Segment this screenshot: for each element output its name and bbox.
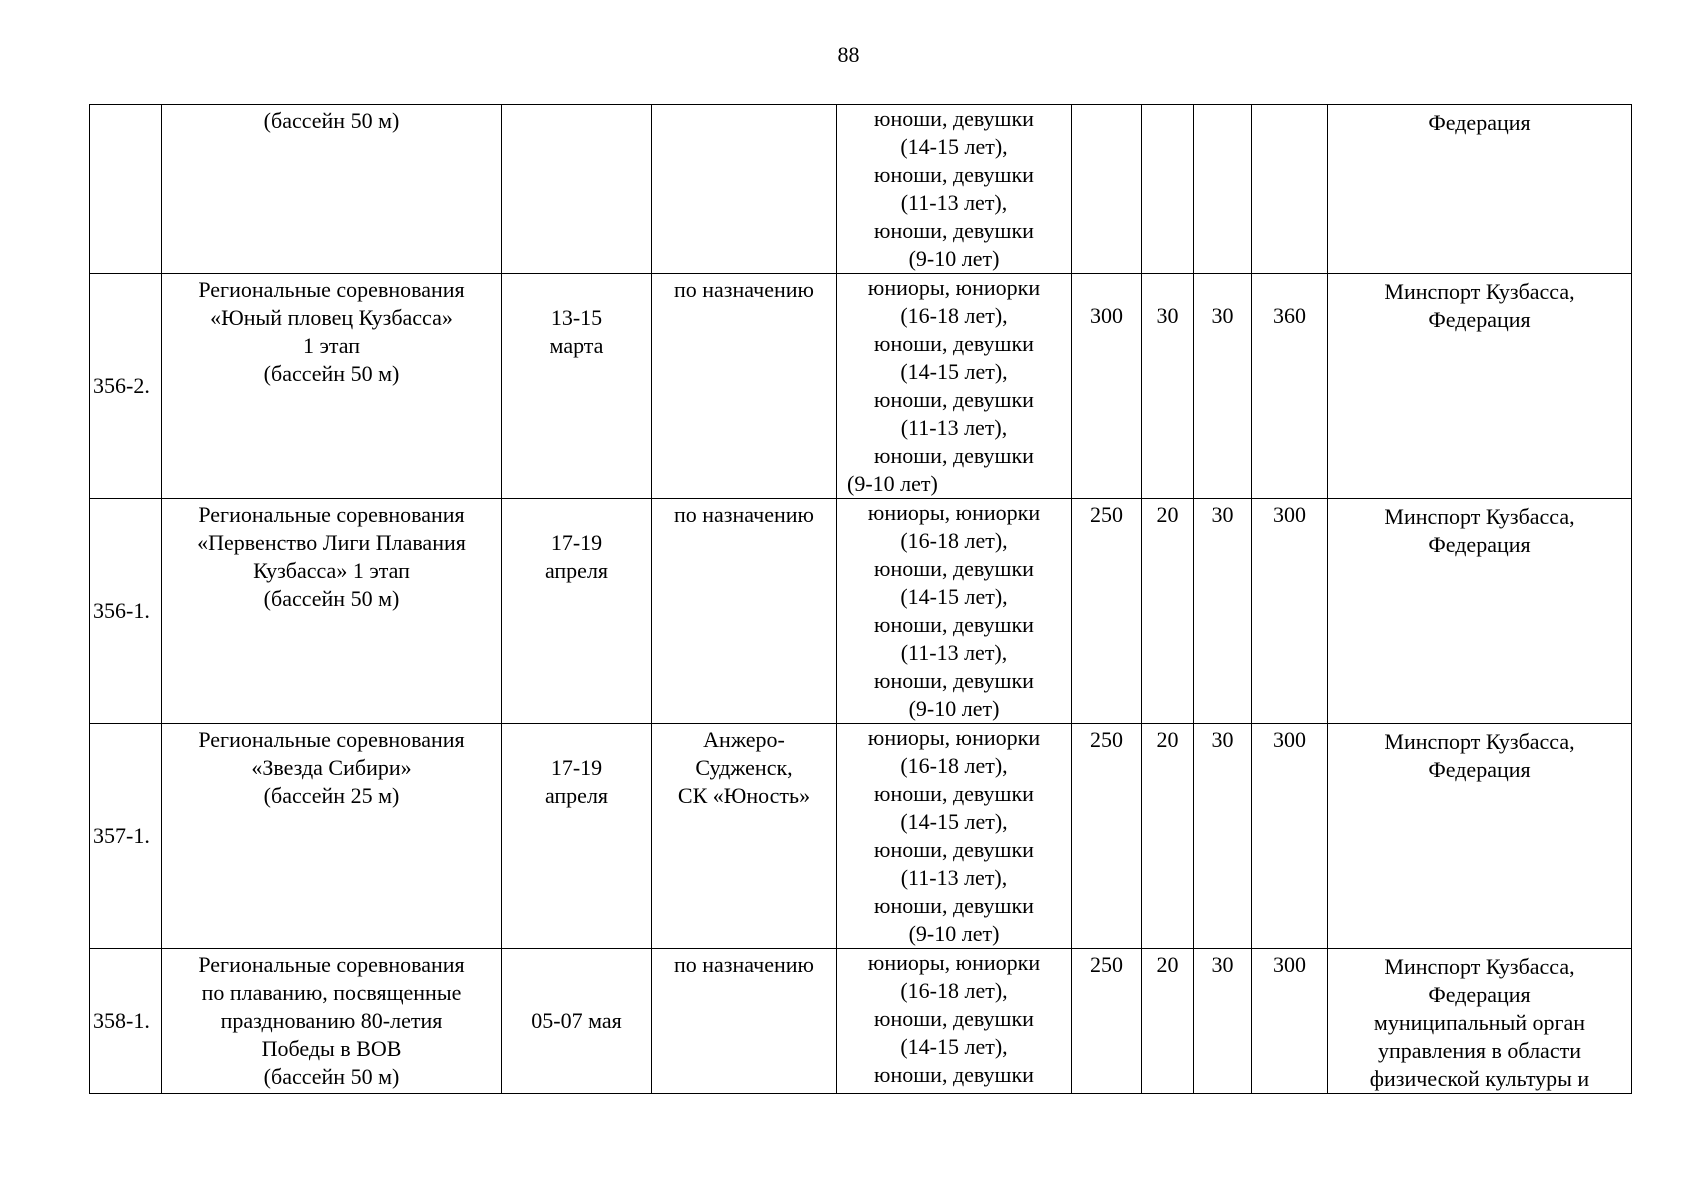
event-place: по назначению bbox=[652, 274, 837, 499]
event-categories: юниоры, юниорки (16-18 лет), юноши, девушки (14-15 лет), юноши, девушки (11-13 лет), юноши, девушки (9-10 лет) bbox=[837, 274, 1072, 499]
event-place bbox=[652, 105, 837, 274]
event-dates: 17-19 апреля bbox=[502, 499, 652, 724]
event-place: по назначению bbox=[652, 499, 837, 724]
event-name: Региональные соревнования «Первенство Лиги Плавания Кузбасса» 1 этап (бассейн 50 м) bbox=[162, 499, 502, 724]
table-row bbox=[90, 274, 1632, 499]
events-table bbox=[89, 104, 1632, 1094]
event-number bbox=[90, 105, 162, 274]
event-organizers: Минспорт Кузбасса, Федерация муниципальный орган управления в области физической культуры и bbox=[1328, 949, 1632, 1094]
participants-count: 300 bbox=[1072, 274, 1142, 499]
participants-count bbox=[1072, 105, 1142, 274]
event-place: Анжеро- Судженск, СК «Юность» bbox=[652, 724, 837, 949]
coaches-count bbox=[1142, 105, 1194, 274]
total-count: 360 bbox=[1252, 274, 1328, 499]
coaches-count: 30 bbox=[1142, 274, 1194, 499]
event-categories: юниоры, юниорки (16-18 лет), юноши, девушки (14-15 лет), юноши, девушки bbox=[837, 949, 1072, 1094]
event-organizers: Минспорт Кузбасса, Федерация bbox=[1328, 724, 1632, 949]
total-count: 300 bbox=[1252, 499, 1328, 724]
event-dates: 13-15 марта bbox=[502, 274, 652, 499]
judges-count: 30 bbox=[1194, 499, 1252, 724]
event-number: 358-1. bbox=[90, 949, 162, 1094]
coaches-count: 20 bbox=[1142, 499, 1194, 724]
event-name: Региональные соревнования по плаванию, посвященные празднованию 80-летия Победы в ВОВ (бассейн 50 м) bbox=[162, 949, 502, 1094]
participants-count: 250 bbox=[1072, 949, 1142, 1094]
event-name: Региональные соревнования «Юный пловец Кузбасса» 1 этап (бассейн 50 м) bbox=[162, 274, 502, 499]
event-dates: 17-19 апреля bbox=[502, 724, 652, 949]
event-categories: юниоры, юниорки (16-18 лет), юноши, девушки (14-15 лет), юноши, девушки (11-13 лет), юноши, девушки (9-10 лет) bbox=[837, 724, 1072, 949]
judges-count: 30 bbox=[1194, 949, 1252, 1094]
event-place: по назначению bbox=[652, 949, 837, 1094]
judges-count: 30 bbox=[1194, 724, 1252, 949]
page-number: 88 bbox=[837, 42, 860, 67]
event-dates bbox=[502, 105, 652, 274]
coaches-count: 20 bbox=[1142, 724, 1194, 949]
table-row bbox=[90, 499, 1632, 724]
participants-count: 250 bbox=[1072, 499, 1142, 724]
event-number: 357-1. bbox=[90, 724, 162, 949]
event-organizers: Минспорт Кузбасса, Федерация bbox=[1328, 274, 1632, 499]
event-organizers: Минспорт Кузбасса, Федерация bbox=[1328, 499, 1632, 724]
coaches-count: 20 bbox=[1142, 949, 1194, 1094]
event-dates: 05-07 мая bbox=[502, 949, 652, 1094]
total-count: 300 bbox=[1252, 724, 1328, 949]
total-count bbox=[1252, 105, 1328, 274]
event-name: Региональные соревнования «Звезда Сибири» (бассейн 25 м) bbox=[162, 724, 502, 949]
table-row bbox=[90, 724, 1632, 949]
table-row bbox=[90, 105, 1632, 274]
event-number: 356-2. bbox=[90, 274, 162, 499]
participants-count: 250 bbox=[1072, 724, 1142, 949]
table-row bbox=[90, 949, 1632, 1094]
total-count: 300 bbox=[1252, 949, 1328, 1094]
judges-count bbox=[1194, 105, 1252, 274]
judges-count: 30 bbox=[1194, 274, 1252, 499]
event-categories: юноши, девушки (14-15 лет), юноши, девушки (11-13 лет), юноши, девушки (9-10 лет) bbox=[837, 105, 1072, 274]
event-categories: юниоры, юниорки (16-18 лет), юноши, девушки (14-15 лет), юноши, девушки (11-13 лет), юноши, девушки (9-10 лет) bbox=[837, 499, 1072, 724]
event-name: (бассейн 50 м) bbox=[162, 105, 502, 274]
event-number: 356-1. bbox=[90, 499, 162, 724]
event-organizers: Федерация bbox=[1328, 105, 1632, 274]
